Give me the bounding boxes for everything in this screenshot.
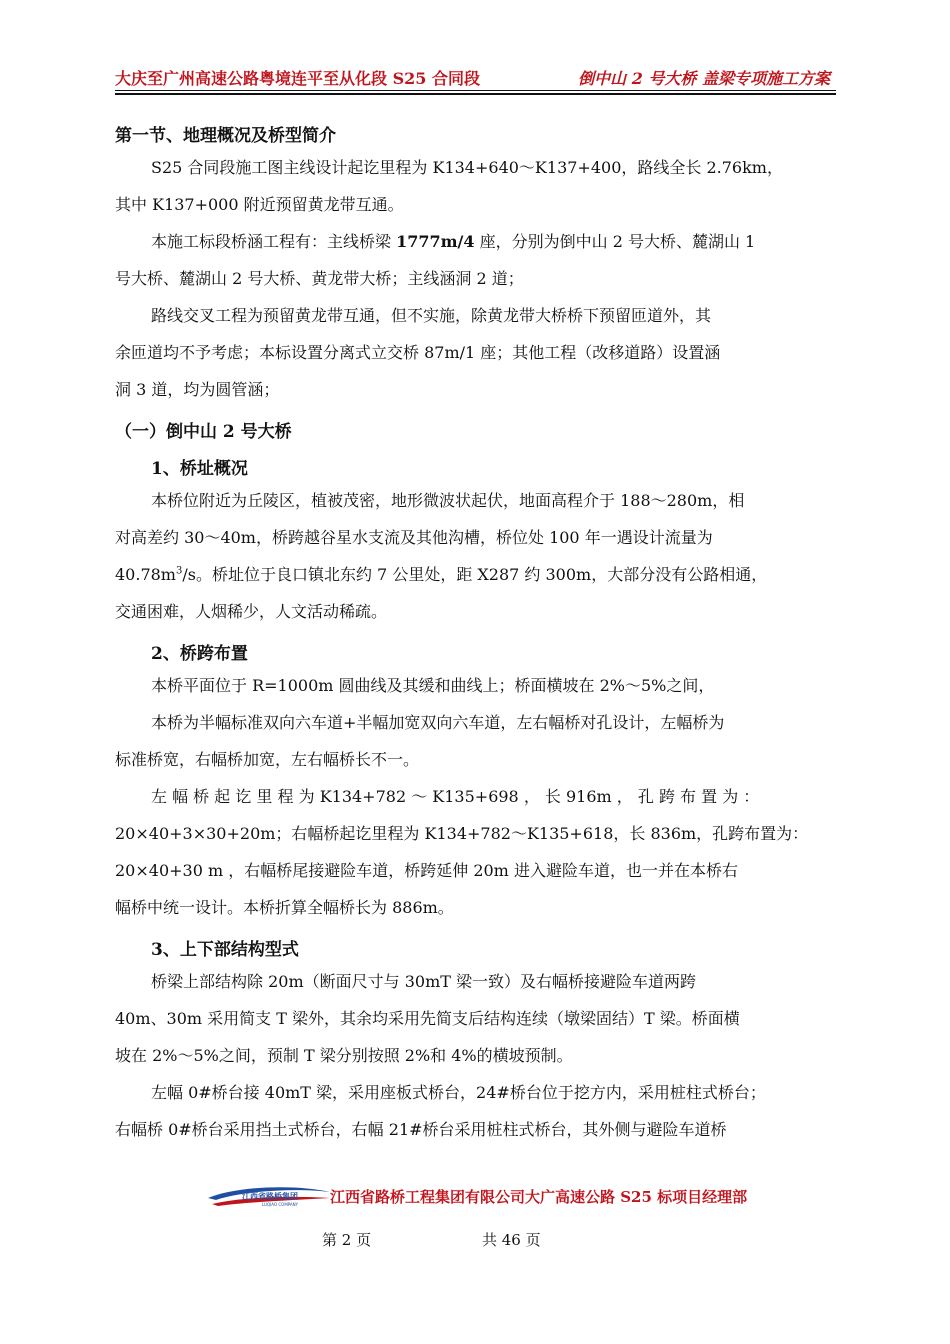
text-line [115, 229, 839, 266]
logo-text: 江西省路桥集团 [242, 1192, 298, 1201]
logo-subtext: LUQIAO COMPANY [262, 1202, 299, 1207]
running-header [115, 66, 836, 88]
text-line: 本桥为半幅标准双向六车道+半幅加宽双向六车道，左右幅桥对孔设计，左幅桥为 [151, 713, 725, 732]
text-line: 左幅 0#桥台接 40mT 梁，采用座板式桥台，24#桥台位于挖方内，采用桩柱式桥台； [151, 1083, 766, 1102]
text-line: 其中 K137+000 附近预留黄龙带互通。 [115, 195, 404, 214]
text-line: 本桥平面位于 R=1000m 圆曲线及其缓和曲线上；桥面横坡在 2%～5%之间， [151, 676, 715, 695]
text-line: 交通困难，人烟稀少，人文活动稀疏。 [115, 602, 388, 621]
text-line: 幅桥中统一设计。本桥折算全幅桥长为 886m。 [115, 898, 454, 917]
text-line: 号大桥、麓湖山 2 号大桥、黄龙带大桥；主线涵洞 2 道； [115, 269, 524, 288]
header-project-name: 大庆至广州高速公路粤境连平至从化段 S25 合同段 [115, 69, 480, 88]
intro-paragraph-2 [115, 229, 839, 303]
text-line: 标准桥宽，右幅桥加宽，左右幅桥长不一。 [115, 750, 420, 769]
intro-paragraph-3 [115, 303, 839, 414]
text-line: 路线交叉工程为预留黄龙带互通，但不实施，除黄龙带大桥桥下预留匝道外，其 [151, 306, 712, 325]
structure-paragraphs [115, 969, 839, 1154]
text-run: 本施工标段桥涵工程有：主线桥梁 [151, 232, 397, 251]
page-total: 共 46 页 [482, 1231, 541, 1249]
text-line: 余匝道均不予考虑；本标设置分离式立交桥 87m/1 座；其他工程（改移道路）设置涵 [115, 343, 721, 362]
text-line: 对高差约 30～40m，桥跨越谷星水支流及其他沟槽，桥位处 100 年一遇设计流量为 [115, 528, 713, 547]
section-heading: 第一节、地理概况及桥型简介 [115, 126, 336, 146]
text-line: 洞 3 道，均为圆管涵； [115, 380, 280, 399]
header-rule-thin [115, 90, 836, 91]
text-run: 座，分别为倒中山 2 号大桥、麓湖山 1 [474, 232, 756, 251]
subsection-heading-site: 1、桥址概况 [151, 459, 248, 479]
text-line: 本桥位附近为丘陵区，植被茂密，地形微波状起伏，地面高程介于 188～280m，相 [151, 491, 745, 510]
header-document-title: 倒中山 2 号大桥 盖梁专项施工方案 [578, 69, 830, 88]
text-line: 左 幅 桥 起 讫 里 程 为 K134+782 ～ K135+698 ， 长 916m ， 孔 跨 布 置 为 ： [151, 787, 760, 806]
subsection-heading-span: 2、桥跨布置 [151, 644, 248, 664]
superscript: 3 [175, 565, 183, 577]
bridge-total-length: 1777m/4 [396, 232, 475, 251]
site-paragraph [115, 488, 839, 636]
flow-value: 40.78m [115, 565, 176, 584]
text-line: 20×40+3×30+20m；右幅桥起讫里程为 K134+782～K135+618，长 836m，孔跨布置为： [115, 824, 809, 843]
page-number: 第 2 页 [322, 1231, 372, 1249]
text-line: 20×40+30 m ，右幅桥尾接避险车道，桥跨延伸 20m 进入避险车道，也一并在本桥右 [115, 861, 738, 880]
text-run: /s。桥址位于良口镇北东约 7 公里处，距 X287 约 300m，大部分没有公路相通， [182, 565, 768, 584]
footer-company-name: 江西省路桥工程集团有限公司大广高速公路 S25 标项目经理部 [330, 1188, 748, 1206]
text-line: S25 合同段施工图主线设计起讫里程为 K134+640～K137+400，路线全长 2.76km， [151, 158, 783, 177]
bridge-heading: （一）倒中山 2 号大桥 [115, 422, 292, 442]
text-line: 右幅桥 0#桥台采用挡土式桥台，右幅 21#桥台采用桩柱式桥台，其外侧与避险车道桥 [115, 1120, 727, 1139]
header-rule-thick [115, 93, 836, 95]
intro-paragraph-1 [115, 155, 839, 229]
text-line: 坡在 2%～5%之间，预制 T 梁分别按照 2%和 4%的横坡预制。 [115, 1046, 573, 1065]
body-content [115, 118, 839, 1154]
company-logo [206, 1184, 332, 1208]
subsection-heading-structure: 3、上下部结构型式 [151, 940, 299, 960]
running-footer [206, 1184, 766, 1210]
span-paragraphs [115, 673, 839, 932]
text-line: 桥梁上部结构除 20m（断面尺寸与 30mT 梁一致）及右幅桥接避险车道两跨 [151, 972, 696, 991]
text-line: 40m、30m 采用简支 T 梁外，其余均采用先简支后结构连续（墩梁固结）T 梁。桥面横 [115, 1009, 740, 1028]
text-line [115, 562, 839, 599]
